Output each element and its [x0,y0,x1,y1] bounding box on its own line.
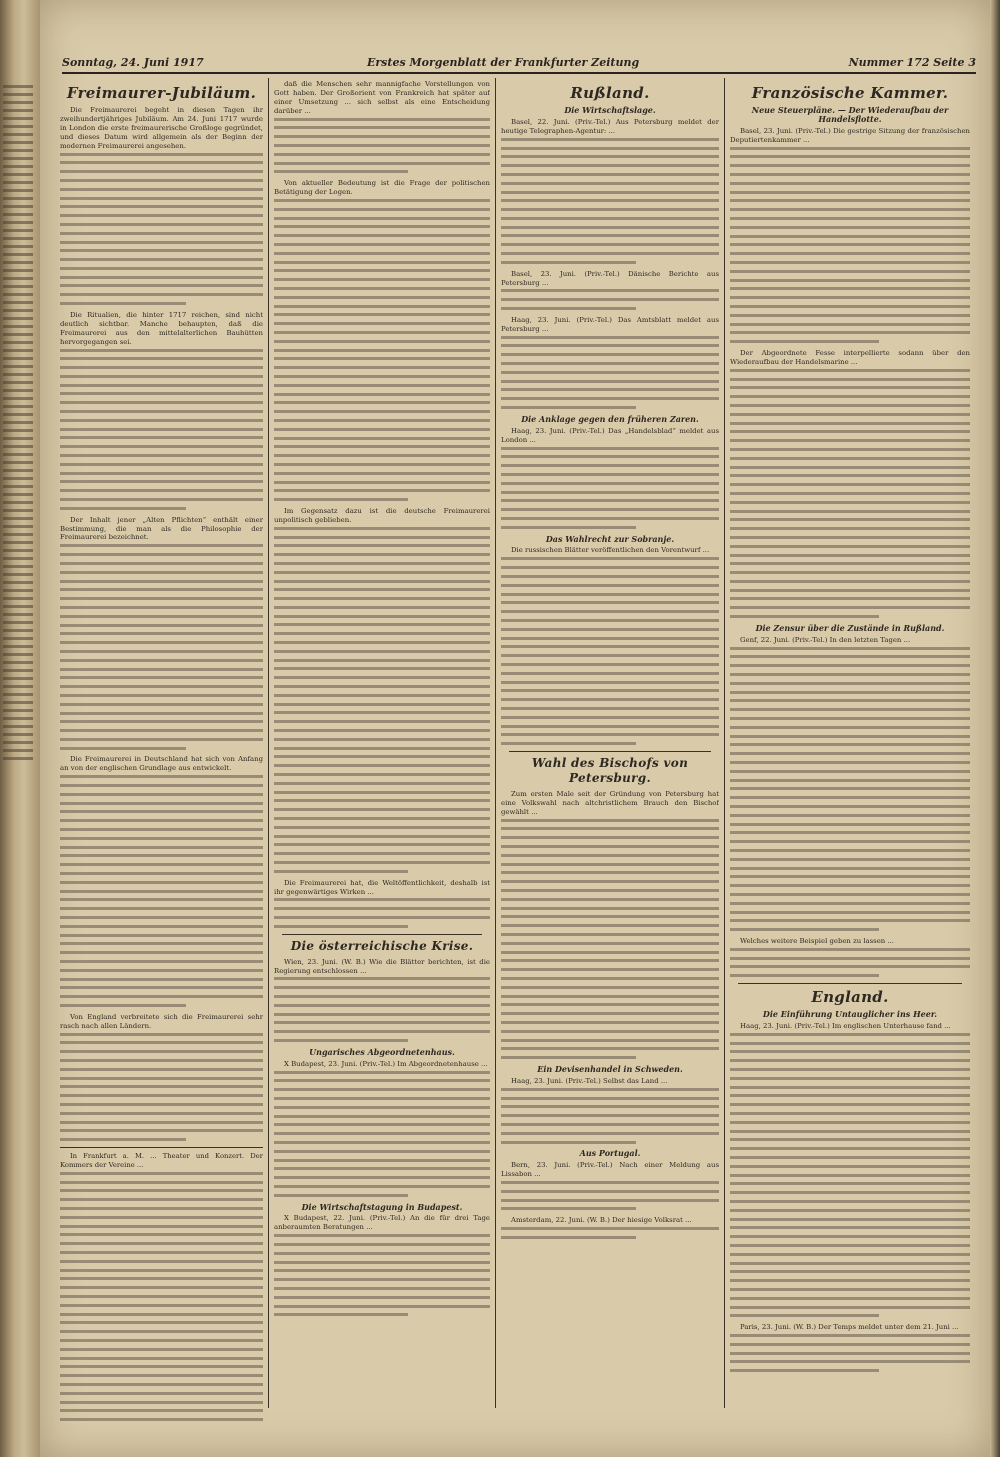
article-body-text [274,1071,490,1197]
article-body-text [730,948,970,977]
column-4 [730,80,970,1427]
article-body-text [501,1227,719,1239]
article-paragraph: Wien, 23. Juni. (W. B.) Wie die Blätter berichten, ist die Regierung entschlossen ... [274,957,490,975]
masthead-date: Sonntag, 24. Juni 1917 [62,56,204,69]
article-body-text [60,1033,263,1142]
section-divider [509,751,711,752]
subheading-hungarian-parliament: Ungarisches Abgeordnetenhaus. [309,1046,455,1057]
section-divider [282,934,482,935]
article-body-text [274,1234,490,1316]
article-body-text [730,369,970,618]
subheading-tax-plans: Neue Steuerpläne. — Der Wiederaufbau der Handelsflotte. [751,105,949,124]
newspaper-page [40,0,990,1457]
article-paragraph: Haag, 23. Juni. (Priv.-Tel.) Im englischen Unterhause fand ... [740,1021,951,1030]
article-title-french-chamber: Französische Kammer. [751,84,949,102]
article-paragraph: Zum ersten Male seit der Gründung von Petersburg hat eine Volkswahl nach altchristlichem Brauch den Bischof gewählt ... [501,789,719,816]
article-body-text [501,289,719,310]
article-body-text [730,1334,970,1372]
column-3 [501,80,719,1427]
column-rule [495,78,496,1408]
article-paragraph: Amsterdam, 22. Juni. (W. B.) Der hiesige Volksrat ... [511,1216,692,1225]
article-body-text [60,153,263,306]
article-body-text [501,557,719,745]
article-body-text [501,1181,719,1210]
article-title-austrian-crisis: Die österreichische Krise. [290,938,474,953]
subheading-election-law: Das Wahlrecht zur Sobranje. [545,533,675,544]
section-divider [738,983,962,984]
subheading-censorship-russia: Die Zensur über die Zustände in Rußland. [755,622,945,633]
masthead-paper-name: Erstes Morgenblatt der Frankfurter Zeitung [367,56,640,69]
article-body-text [501,336,719,409]
article-paragraph: Haag, 23. Juni. (Priv.-Tel.) Das „Handelsblad“ meldet aus London ... [501,426,719,444]
article-paragraph: daß die Menschen sehr mannigfache Vorstellungen von Gott haben. Der Großorient von Frankreich hat später auf einer Umsetzung ... sich selbst als eine Entscheidung darüber ... [274,80,490,115]
article-paragraph: Haag, 23. Juni. (Priv.-Tel.) Das Amtsblatt meldet aus Petersburg ... [501,315,719,333]
article-body-text [274,898,490,927]
article-body-text [501,138,719,264]
subheading-portugal: Aus Portugal. [579,1148,641,1159]
article-body-text [274,199,490,501]
subheading-economic-conference: Die Wirtschaftstagung in Budapest. [301,1201,463,1212]
column-1 [60,80,263,1427]
article-paragraph: Im Gegensatz dazu ist die deutsche Freimaurerei unpolitisch geblieben. [274,506,490,524]
article-body-text [60,349,263,510]
article-body-text [60,775,263,1007]
article-paragraph: Die Ritualien, die hinter 1717 reichen, sind nicht deutlich sichtbar. Manche behaupten, daß die Freimaurerei aus den mittelalterlichen Bauhütten hervorgegangen sei. [60,310,263,346]
article-body-text [501,447,719,529]
article-paragraph: Von England verbreitete sich die Freimaurerei sehr rasch nach allen Ländern. [60,1012,263,1030]
article-title-bishop-election: Wahl des Bischofs von Petersburg. [531,755,689,785]
article-paragraph: Paris, 23. Juni. (W. B.) Der Temps meldet unter dem 21. Juni ... [740,1323,959,1332]
article-paragraph: Die Freimaurerei begeht in diesen Tagen ihr zweihundertjähriges Jubiläum. Am 24. Juni 1717 wurde in London die erste freimaurerische Großloge gegründet, und dieses Datum wird allgemein als der Beginn der modernen Freimaurerei angesehen. [60,106,263,150]
masthead [62,56,976,74]
article-body-text [730,147,970,344]
article-title-england: England. [811,988,889,1007]
article-paragraph: X Budapest, 22. Juni. (Priv.-Tel.) An die für drei Tage anberaumten Beratungen ... [274,1214,490,1232]
article-body-text [501,1088,719,1144]
masthead-page-number: Nummer 172 Seite 3 [848,56,976,69]
article-body-text [274,527,490,873]
article-paragraph: Die russischen Blätter veröffentlichen den Vorentwurf ... [511,546,710,555]
article-paragraph: Die Freimaurerei in Deutschland hat sich von Anfang an von der englischen Grundlage aus entwickelt. [60,755,263,773]
article-paragraph: Basel, 23. Juni. (Priv.-Tel.) Dänische Berichte aus Petersburg ... [501,269,719,287]
article-body-text [60,544,263,749]
article-body-text [274,977,490,1042]
article-paragraph: Basel, 23. Juni. (Priv.-Tel.) Die gestrige Sitzung der französischen Deputiertenkammer ... [730,126,970,144]
article-title-russia: Rußland. [570,84,650,102]
article-paragraph: Welches weitere Beispiel geben zu lassen ... [740,936,894,945]
subheading-economic-situation: Die Wirtschaftslage. [564,105,656,115]
article-paragraph: Haag, 23. Juni. (Priv.-Tel.) Selbst das Land ... [511,1076,668,1085]
column-2 [274,80,490,1427]
article-paragraph: X Budapest, 23. Juni. (Priv.-Tel.) Im Abgeordnetenhause ... [284,1059,488,1068]
article-paragraph: Genf, 22. Juni. (Priv.-Tel.) In den letzten Tagen ... [740,635,911,644]
article-body-text [730,1033,970,1318]
subheading-currency-trade: Ein Devisenhandel in Schweden. [537,1063,683,1074]
article-paragraph: Von aktueller Bedeutung ist die Frage der politischen Betätigung der Logen. [274,179,490,197]
column-rule [268,78,269,1408]
article-paragraph: Der Inhalt jener „Alten Pflichten“ enthält einer Bestimmung, die man als die Philosophie der Freimaurerei bezeichnet. [60,515,263,542]
previous-page-fragment [3,80,33,765]
article-paragraph: In Frankfurt a. M. ... Theater und Konzert. Der Kommers der Vereine ... [60,1151,263,1169]
article-paragraph: Bern, 23. Juni. (Priv.-Tel.) Nach einer Meldung aus Lissabon ... [501,1161,719,1179]
book-binding-edge [0,0,40,1457]
article-title-freemasonry: Freimaurer-Jubiläum. [66,84,257,102]
column-rule [724,78,725,1408]
article-paragraph: Basel, 22. Juni. (Priv.-Tel.) Aus Petersburg meldet der heutige Telegraphen-Agentur: ... [501,117,719,135]
article-body-text [60,1172,263,1427]
article-body-text [501,819,719,1060]
article-body-text [274,118,490,174]
subheading-charges-against-tsar: Die Anklage gegen den früheren Zaren. [521,413,699,424]
article-paragraph: Die Freimaurerei hat, die Weltöffentlichkeit, deshalb ist ihr gegenwärtiges Wirken ... [274,878,490,896]
subheading-unfit-soldiers: Die Einführung Untauglicher ins Heer. [762,1009,938,1020]
article-body-text [730,647,970,932]
section-divider [60,1147,263,1148]
article-paragraph: Der Abgeordnete Fesse interpellierte sodann über den Wiederaufbau der Handelsmarine ... [730,348,970,366]
page-edge-shadow [990,0,1000,1457]
